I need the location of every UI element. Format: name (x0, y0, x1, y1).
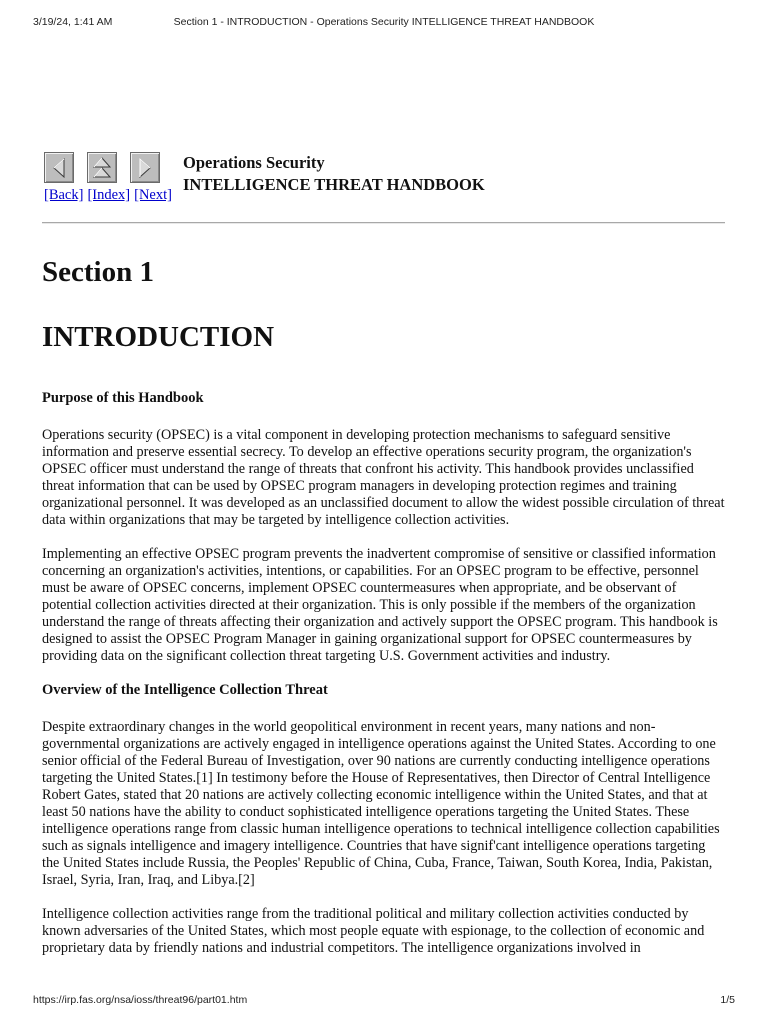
print-datetime: 3/19/24, 1:41 AM (33, 16, 113, 28)
next-link[interactable]: [Next] (134, 187, 172, 203)
print-url: https://irp.fas.org/nsa/ioss/threat96/part01.htm (33, 994, 248, 1006)
document-title-line-2: INTELLIGENCE THREAT HANDBOOK (183, 175, 485, 194)
index-up-arrows-icon[interactable] (87, 152, 117, 183)
overview-paragraph-1: Despite extraordinary changes in the world geopolitical environment in recent years, many nations and non-governmental organizations are actively engaged in intelligence operations against the United States. According to one senior official of the Federal Bureau of Investigation, over 90 nations are currently conducting intelligence operations targeting the United States.[1] In testimony before the House of Representatives, then Director of Central Intelligence Robert Gates, stated that 20 nations are actively collecting economic intelligence within the United States, and that at least 50 nations have the ability to conduct sophisticated intelligence operations targeting the United States. These intelligence operations range from classic human intelligence operations to technical intelligence collection capabilities such as signals intelligence and imagery intelligence. Countries that have signif'cant intelligence operations targeting the United States include Russia, the Peoples' Republic of China, Cuba, France, Taiwan, South Korea, India, Pakistan, Israel, Syria, Iran, Iraq, and Libya.[2] (42, 719, 720, 888)
back-arrow-icon[interactable] (44, 152, 74, 183)
purpose-paragraph-2: Implementing an effective OPSEC program prevents the inadvertent compromise of sensitive or classified information concerning an organization's activities, intentions, or capabilities. For an OPSEC program to be effective, personnel must be aware of OPSEC concerns, implement OPSEC countermeasures when appropriate, and be observant of potential collection activities directed at their organization. This is only possible if the members of the organization understand the range of threats affecting their organization and actively support the OPSEC program. This handbook is designed to assist the OPSEC Program Manager in gaining organizational support for OPSEC countermeasures by providing data on the significant collection threat targeting U.S. Government activities and industry. (42, 546, 718, 664)
navigation-block (44, 152, 172, 204)
print-footer (33, 994, 735, 1008)
print-header (33, 16, 735, 30)
navigation-links (44, 187, 172, 204)
document-title (183, 152, 485, 196)
print-page-number: 1/5 (720, 994, 735, 1006)
index-link[interactable]: [Index] (87, 187, 131, 203)
overview-heading: Overview of the Intelligence Collection Threat (42, 682, 328, 698)
next-arrow-icon[interactable] (130, 152, 160, 183)
overview-paragraph-2: Intelligence collection activities range from the traditional political and military collection activities conducted by known adversaries of the United States, which most people equate with espionage, to the collection of economic and proprietary data by friendly nations and industrial competitors. The intelligence organizations involved in (42, 906, 705, 956)
print-page-title: Section 1 - INTRODUCTION - Operations Security INTELLIGENCE THREAT HANDBOOK (173, 16, 595, 28)
main-content (42, 250, 726, 957)
horizontal-rule (42, 222, 725, 224)
document-title-line-1: Operations Security (183, 153, 325, 172)
purpose-paragraph-1: Operations security (OPSEC) is a vital component in developing protection mechanisms to safeguard sensitive information and preserve essential secrecy. To develop an effective operations security program, the organization's OPSEC officer must understand the range of threats that confront his activity. This handbook provides unclassified threat information that can be used by OPSEC program managers in developing protection regimes and training organizational personnel. It was developed as an unclassified document to allow the widest possible circulation of threat data within organizations that may be targeted by intelligence collection activities. (42, 427, 725, 528)
navigation-icons (44, 152, 172, 185)
chapter-heading: INTRODUCTION (42, 321, 275, 353)
back-link[interactable]: [Back] (44, 187, 84, 203)
purpose-heading: Purpose of this Handbook (42, 390, 204, 406)
section-heading: Section 1 (42, 256, 154, 288)
